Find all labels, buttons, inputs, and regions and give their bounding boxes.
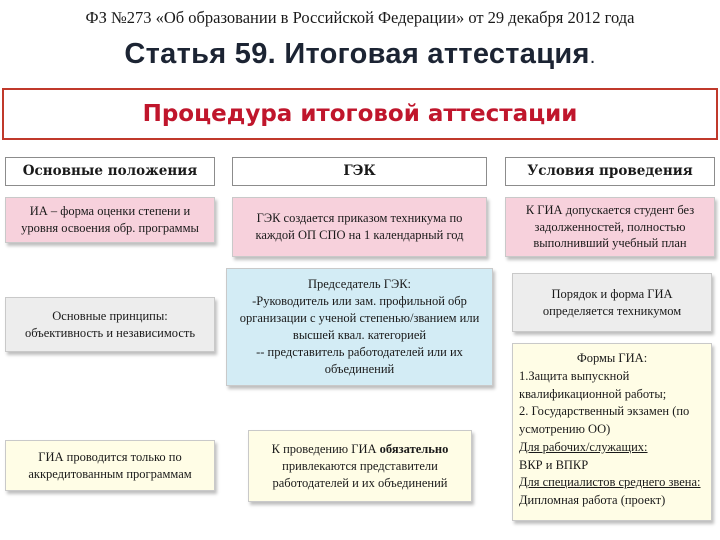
employers-text-bold: обязательно	[379, 442, 449, 456]
right-box-gia-forms	[512, 343, 712, 521]
article-title	[0, 38, 720, 71]
banner-title: Процедура итоговой аттестации	[142, 101, 578, 127]
employers-text-pre: К проведению ГИА	[271, 442, 380, 456]
article-title-dot: .	[589, 46, 596, 68]
forms-item-3-value: ВКР и ВПКР	[519, 457, 589, 472]
header-gek: ГЭК	[232, 157, 487, 186]
left-box-definition: ИА – форма оценки степени и уровня освоения обр. программы	[5, 197, 215, 243]
forms-item-4-value: Дипломная работа (проект)	[519, 493, 666, 507]
left-box-principles: Основные принципы: объективность и независимость	[5, 297, 215, 352]
right-box-admission: К ГИА допускается студент без задолженностей, полностью выполнивший учебный план	[505, 197, 715, 257]
middle-box-gek-creation: ГЭК создается приказом техникума по каждой ОП СПО на 1 календарный год	[232, 197, 487, 257]
header-main-provisions: Основные положения	[5, 157, 215, 186]
procedure-banner	[2, 88, 718, 140]
left-box-accreditation: ГИА проводится только по аккредитованным программам	[5, 440, 215, 491]
header-conditions: Условия проведения	[505, 157, 715, 186]
right-box-procedure: Порядок и форма ГИА определяется техникумом	[512, 273, 712, 332]
article-title-text: Статья 59. Итоговая аттестация	[124, 38, 590, 70]
law-title: ФЗ №273 «Об образовании в Российской Федерации» от 29 декабря 2012 года	[85, 8, 635, 27]
forms-title: Формы ГИА:	[576, 351, 648, 365]
chairman-title: Председатель ГЭК:	[307, 277, 412, 292]
forms-item-1: 1.Защита выпускной квалификационной работы;	[519, 368, 667, 401]
chairman-representative: -- представитель работодателей или их объединений	[256, 344, 463, 376]
middle-box-chairman	[226, 268, 493, 386]
forms-item-3-label: Для рабочих/служащих:	[519, 439, 648, 454]
middle-box-employers	[248, 430, 472, 502]
employers-text-post: привлекаются представители работодателей и их объединений	[272, 458, 448, 490]
chairman-text: -Руководитель или зам. профильной обр организации с ученой степенью/званием или высшей квал. категорией	[239, 294, 480, 342]
forms-item-2: 2. Государственный экзамен (по усмотрению ОО)	[519, 404, 690, 436]
forms-item-4-label: Для специалистов среднего звена:	[519, 475, 701, 490]
